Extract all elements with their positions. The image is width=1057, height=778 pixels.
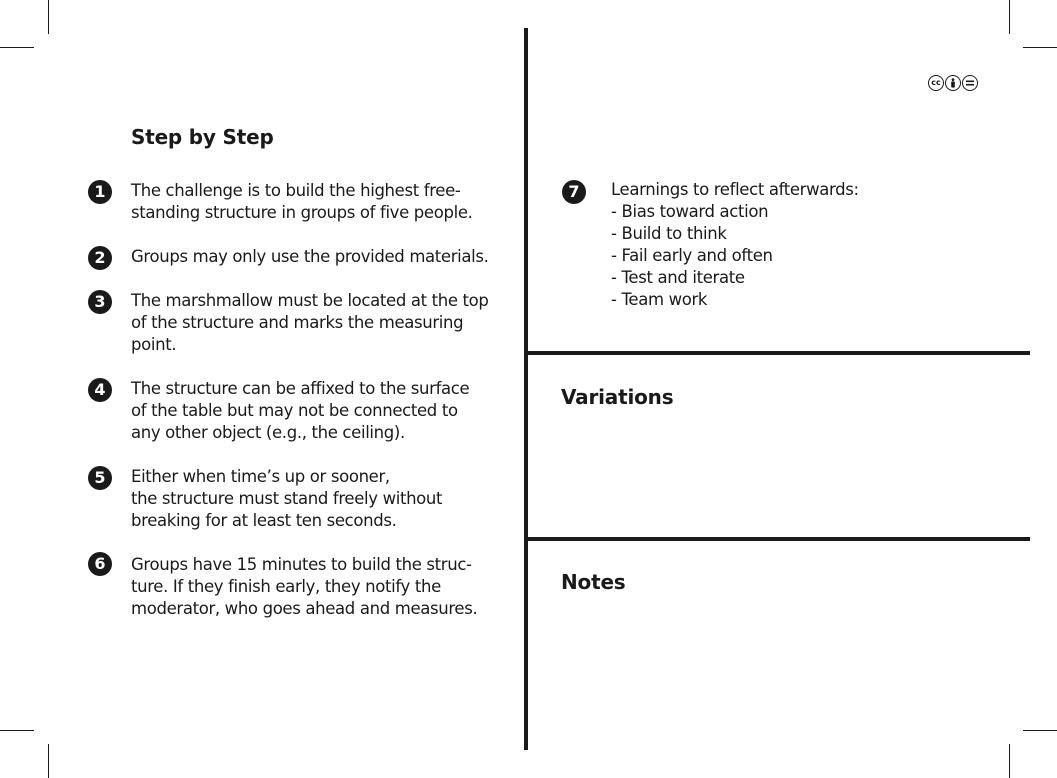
step-number-7: 7 (562, 180, 586, 204)
crop-mark (1023, 730, 1057, 731)
crop-mark (0, 730, 34, 731)
step-6-text (131, 554, 496, 620)
crop-mark (1009, 0, 1010, 34)
person-icon (949, 78, 957, 88)
learnings-list (611, 179, 931, 311)
center-divider (524, 28, 528, 750)
text-line: Either when time’s up or sooner, (131, 467, 390, 486)
text-line: point. (131, 335, 177, 354)
text-line: moderator, who goes ahead and measures. (131, 599, 478, 618)
text-line: of the table but may not be connected to (131, 401, 458, 420)
step-2-text (131, 246, 496, 268)
crop-mark (48, 744, 49, 778)
text-line: Groups have 15 minutes to build the struc- (131, 555, 472, 574)
step-number-6: 6 (88, 552, 112, 576)
text-line: Groups may only use the provided materials. (131, 247, 489, 266)
text-line: The challenge is to build the highest free- (131, 181, 461, 200)
text-line: ture. If they finish early, they notify the (131, 577, 441, 596)
text-line: of the structure and marks the measuring (131, 313, 464, 332)
text-line: breaking for at least ten seconds. (131, 511, 397, 530)
step-number-5: 5 (88, 466, 112, 490)
text-line: The structure can be affixed to the surface (131, 379, 470, 398)
step-4-text (131, 378, 496, 444)
step-1-text (131, 180, 496, 224)
crop-mark (48, 0, 49, 34)
step-number-3: 3 (88, 290, 112, 314)
learning-item: - Team work (611, 290, 708, 309)
text-line: the structure must stand freely without (131, 489, 443, 508)
learning-item: - Fail early and often (611, 246, 773, 265)
text-line: The marshmallow must be located at the top (131, 291, 489, 310)
section-divider (528, 537, 1030, 541)
step-number-2: 2 (88, 246, 112, 270)
text-line: any other object (e.g., the ceiling). (131, 423, 405, 442)
license-icons (928, 75, 978, 91)
text-line: standing structure in groups of five people. (131, 203, 473, 222)
step-5-text (131, 466, 496, 532)
learning-item: - Test and iterate (611, 268, 745, 287)
learnings-intro: Learnings to reflect afterwards: (611, 180, 859, 199)
nd-equals-icon (962, 75, 978, 91)
variations-heading: Variations (561, 385, 674, 409)
notes-heading: Notes (561, 570, 626, 594)
crop-mark (1023, 47, 1057, 48)
step-number-4: 4 (88, 378, 112, 402)
cc-icon: cc (928, 75, 944, 91)
crop-mark (0, 47, 34, 48)
learning-item: - Bias toward action (611, 202, 769, 221)
section-divider (528, 351, 1030, 355)
by-attribution-icon (945, 75, 961, 91)
equals-icon (966, 80, 974, 86)
learning-item: - Build to think (611, 224, 727, 243)
step-3-text (131, 290, 496, 356)
crop-mark (1009, 744, 1010, 778)
step-number-1: 1 (88, 180, 112, 204)
step-by-step-heading: Step by Step (131, 125, 274, 149)
